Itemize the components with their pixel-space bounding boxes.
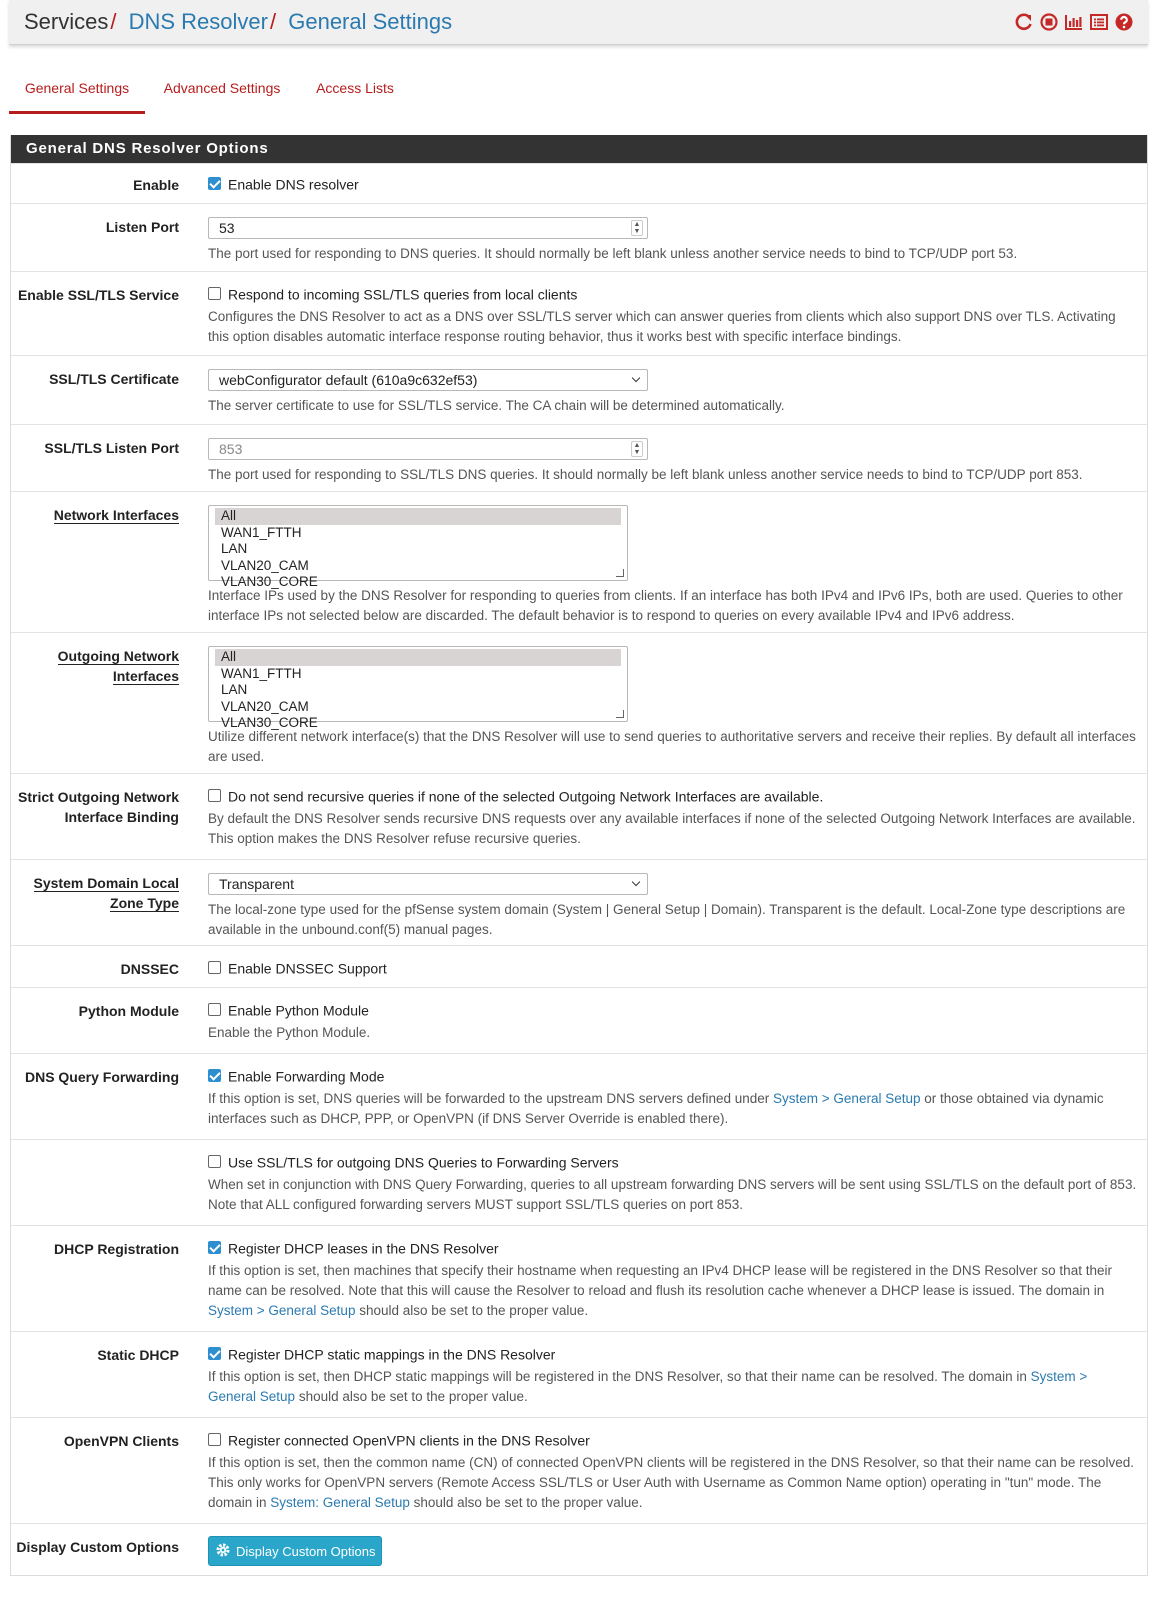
option-wan1-ftth[interactable]: WAN1_FTTH [221,665,302,681]
help-text: The port used for responding to DNS queries. It should normally be left blank unless another service needs to bind to TCP/UDP port 53. [208,246,1018,261]
help-text: Utilize different network interface(s) that the DNS Resolver will use to send queries to authoritative servers and receive their replies. By default all interfaces are used. [208,729,1136,764]
help-icon[interactable] [1114,12,1134,32]
strict-outgoing-checkbox[interactable] [208,789,221,802]
field-label: DNSSEC [120,961,179,977]
help-text: The server certificate to use for SSL/TLS service. The CA chain will be determined automatically. [208,398,785,413]
row-forwarding-ssl [11,1139,1147,1225]
option-lan[interactable]: LAN [221,682,248,697]
stop-icon[interactable] [1039,12,1059,32]
header-icons [1014,12,1134,32]
row-enable [11,163,1147,203]
row-zone-type [11,859,1147,945]
option-all[interactable]: All [215,508,621,525]
openvpn-clients-checkbox[interactable] [208,1433,221,1446]
help-text: If this option is set, then the common name (CN) of connected OpenVPN clients will be registered in the DNS Resolver, so that their name can be resolved. This only works for OpenVPN servers (Remote Access SSL/TLS or User Auth with Username as Common Name option) operating in "tun" mode. The domain in System: General Setup should also be set to the proper value. [208,1455,1134,1511]
tab-general-settings[interactable]: General Settings [9,62,145,114]
general-setup-link[interactable]: System > General Setup [208,1303,356,1319]
breadcrumb-dns-resolver[interactable]: DNS Resolver [128,9,268,34]
row-dhcp-registration [11,1225,1147,1331]
checkbox-label: Register DHCP leases in the DNS Resolver [228,1240,499,1257]
field-label: Strict Outgoing Network Interface Binding [18,789,179,825]
listen-port-input[interactable] [208,217,648,239]
general-setup-link[interactable]: System: General Setup [270,1495,410,1511]
help-text: Enable the Python Module. [208,1025,371,1041]
input-value: 53 [219,220,235,236]
checkbox-label: Register connected OpenVPN clients in the DNS Resolver [228,1432,590,1449]
row-strict-outgoing [11,773,1147,859]
field-label: Enable [133,177,179,193]
row-ssl-listen-port [11,424,1147,491]
checkbox-label: Respond to incoming SSL/TLS queries from local clients [228,286,578,303]
general-setup-link[interactable]: System > General Setup [208,1369,1088,1405]
checkbox-label: Enable DNSSEC Support [228,960,387,977]
field-label: Display Custom Options [16,1539,179,1555]
row-outgoing-interfaces [11,632,1147,773]
log-list-icon[interactable] [1089,12,1109,32]
help-text: The local-zone type used for the pfSense system domain (System | General Setup | Domain). Transparent is the default. Local-Zone type descriptions are available in the unbound.conf(5) manual pages. [208,902,1126,937]
row-listen-port [11,203,1147,271]
zone-type-select[interactable] [208,873,648,895]
row-custom-options [11,1523,1147,1575]
checkbox-label: Use SSL/TLS for outgoing DNS Queries to Forwarding Servers [228,1154,619,1171]
field-label: DHCP Registration [54,1241,179,1257]
spinner-icon[interactable]: ▲ ▼ [631,220,643,236]
field-label[interactable]: Network Interfaces [53,507,179,523]
help-text: If this option is set, then DHCP static mappings will be registered in the DNS Resolver, so that their name can be resolved. The domain in System > General Setup should also be set to the proper value. [208,1369,1088,1405]
field-label: SSL/TLS Certificate [49,371,179,387]
outgoing-interfaces-listbox[interactable] [208,646,628,730]
checkbox-label: Register DHCP static mappings in the DNS Resolver [228,1346,556,1363]
option-lan[interactable]: LAN [221,541,248,556]
resize-handle[interactable] [616,710,624,718]
row-dnssec [11,945,1147,987]
breadcrumb-separator: / [269,9,277,34]
tab-advanced-settings[interactable]: Advanced Settings [163,80,281,96]
field-label: SSL/TLS Listen Port [44,440,179,456]
gear-icon [215,1542,231,1561]
network-interfaces-listbox[interactable] [208,505,628,589]
select-value: webConfigurator default (610a9c632ef53) [219,372,478,388]
checkbox-label: Enable Python Module [228,1002,369,1019]
help-text: If this option is set, then machines that specify their hostname when requesting an IPv4 DHCP lease will be registered in the DNS Resolver so that their name can be resolved. Note that this will cause the Resolver to reload and flush its resolution cache whenever a DHCP lease is issued. The domain in System > General Setup should also be set to the proper value. [208,1263,1112,1319]
ssl-certificate-select[interactable] [208,369,648,391]
display-custom-options-button[interactable] [208,1536,382,1566]
general-options-panel [10,135,1148,1576]
help-text: The port used for responding to SSL/TLS DNS queries. It should normally be left blank unless another service needs to bind to TCP/UDP port 853. [208,467,1083,482]
field-label[interactable]: System Domain Local Zone Type [33,875,179,911]
row-dns-forwarding [11,1053,1147,1139]
help-text: By default the DNS Resolver sends recursive DNS requests over any available interfaces if none of the selected Outgoing Network Interfaces are available. This option makes the DNS Resolver refuse recursive queries. [208,811,1136,847]
field-label: DNS Query Forwarding [24,1069,179,1085]
row-python-module [11,987,1147,1053]
help-text: When set in conjunction with DNS Query Forwarding, queries to all upstream forwarding DNS servers will be sent using SSL/TLS on the default port of 853. Note that ALL configured forwarding servers MUST support SSL/TLS queries on port 853. [208,1177,1137,1213]
checkbox-label: Enable Forwarding Mode [228,1068,385,1085]
breadcrumb-separator: / [110,9,117,34]
dhcp-registration-checkbox[interactable] [208,1241,221,1254]
option-vlan30-core[interactable]: VLAN30_CORE [221,574,318,589]
static-dhcp-checkbox[interactable] [208,1347,221,1360]
breadcrumb [24,9,452,35]
resize-handle[interactable] [616,569,624,577]
reload-icon[interactable] [1014,12,1034,32]
enable-checkbox[interactable] [208,177,221,190]
dnssec-checkbox[interactable] [208,961,221,974]
spinner-icon[interactable]: ▲ ▼ [631,441,643,457]
button-label: Display Custom Options [236,1543,376,1559]
row-ssl-certificate [11,355,1147,424]
breadcrumb-services: Services [24,9,109,34]
ssl-listen-port-input[interactable] [208,438,648,460]
select-value: Transparent [219,876,294,892]
help-text: Configures the DNS Resolver to act as a DNS over SSL/TLS server which can answer queries from clients which also support DNS over TLS. Activating this option disables automatic interface response routing behavior, thus it works best with specific interface bindings. [208,309,1116,345]
status-chart-icon[interactable] [1064,12,1084,32]
option-wan1-ftth[interactable]: WAN1_FTTH [221,524,302,540]
panel-title: General DNS Resolver Options [11,135,1147,163]
input-placeholder: 853 [219,441,243,457]
field-label: OpenVPN Clients [63,1433,179,1449]
tab-access-lists[interactable]: Access Lists [316,80,394,96]
forwarding-mode-checkbox[interactable] [208,1069,221,1082]
option-vlan20-cam[interactable]: VLAN20_CAM [221,557,309,573]
checkbox-label: Do not send recursive queries if none of the selected Outgoing Network Interfaces are available. [228,788,824,805]
row-ssl-service [11,271,1147,355]
row-openvpn-clients [11,1417,1147,1523]
field-label: Enable SSL/TLS Service [17,287,179,303]
forwarding-ssl-checkbox[interactable] [208,1155,221,1168]
general-setup-link[interactable]: System > General Setup [773,1091,921,1107]
help-text: If this option is set, DNS queries will be forwarded to the upstream DNS servers defined under System > General Setup or those obtained via dynamic interfaces such as DHCP, PPP, or OpenVPN (if DNS Server Override is enabled there). [208,1091,1104,1127]
tab-bar [9,62,1148,114]
option-vlan30-core[interactable]: VLAN30_CORE [221,715,318,730]
breadcrumb-general-settings[interactable]: General Settings [288,9,453,34]
row-network-interfaces [11,491,1147,632]
page-header [9,0,1148,45]
field-label: Listen Port [105,219,179,235]
ssl-service-checkbox[interactable] [208,287,221,300]
field-label[interactable]: Outgoing Network Interfaces [57,648,179,684]
option-vlan20-cam[interactable]: VLAN20_CAM [221,698,309,714]
checkbox-label: Enable DNS resolver [228,176,359,193]
field-label: Python Module [78,1003,179,1019]
help-text: Interface IPs used by the DNS Resolver for responding to queries from clients. If an interface has both IPv4 and IPv6 IPs, both are used. Queries to other interface IPs not selected below are discarded. The default behavior is to respond to queries on every available IPv4 and IPv6 address. [208,588,1123,623]
field-label: Static DHCP [97,1347,179,1363]
python-module-checkbox[interactable] [208,1003,221,1016]
option-all[interactable]: All [215,649,621,666]
row-static-dhcp [11,1331,1147,1417]
